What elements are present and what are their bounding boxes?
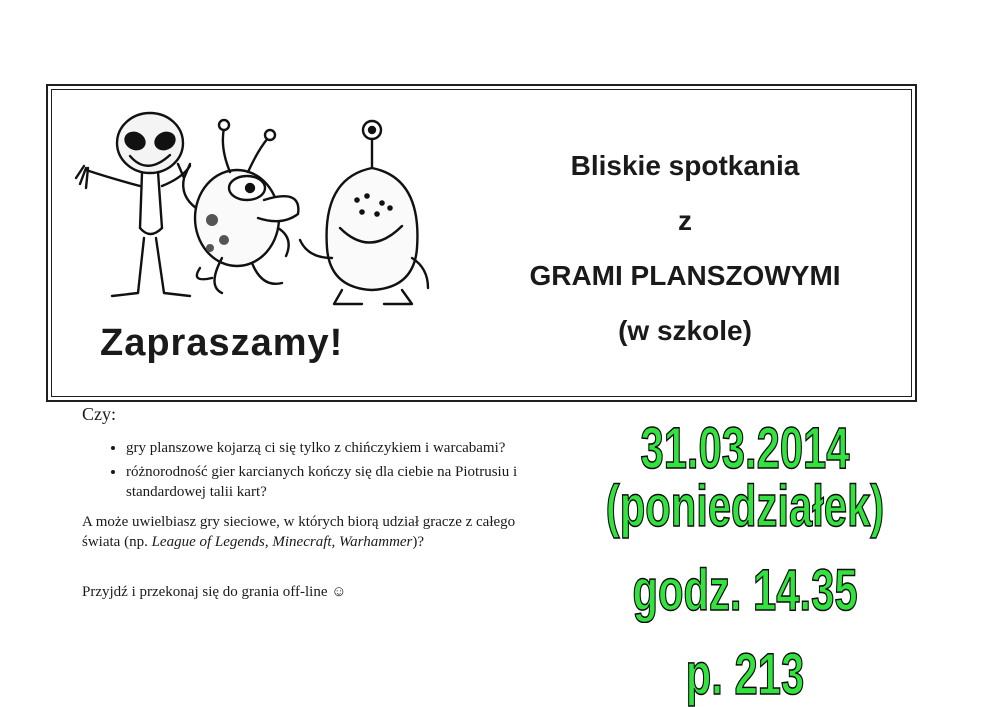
event-time: godz. 14.35 [632,558,858,623]
paragraph-prefix: A może uwielbiasz gry sieciowe, w których biorą udział gracze z całego świata (np. [82,514,516,550]
question-intro: Czy: [82,404,116,424]
title-line-3: GRAMI PLANSZOWYMI [529,259,841,291]
paragraph-suffix: )? [412,534,425,550]
game-names: League of Legends, Minecraft, Warhammer [151,534,413,550]
title-line-1: Bliskie spotkania [570,149,800,181]
event-room: p. 213 [685,642,805,707]
event-details [520,416,970,707]
question-item: • różnorodność gier karcianych kończy się dla ciebie na Piotrusiu i standardowej talii kart? [126,462,522,502]
closing-line: Przyjdź i przekonaj się do grania off-line ☺ [82,584,347,600]
question-list [82,438,522,502]
event-title [470,138,900,358]
online-games-paragraph [82,512,522,552]
invite-heading: Zapraszamy! [100,322,344,364]
title-line-4: (w szkole) [618,314,752,346]
question-item: • gry planszowe kojarzą ci się tylko z chińczykiem i warcabami? [126,438,522,458]
event-date: 31.03.2014 (poniedziałek) [605,416,885,539]
description-column [82,404,522,602]
aliens-illustration-icon [72,108,432,308]
title-line-2: z [678,204,692,236]
